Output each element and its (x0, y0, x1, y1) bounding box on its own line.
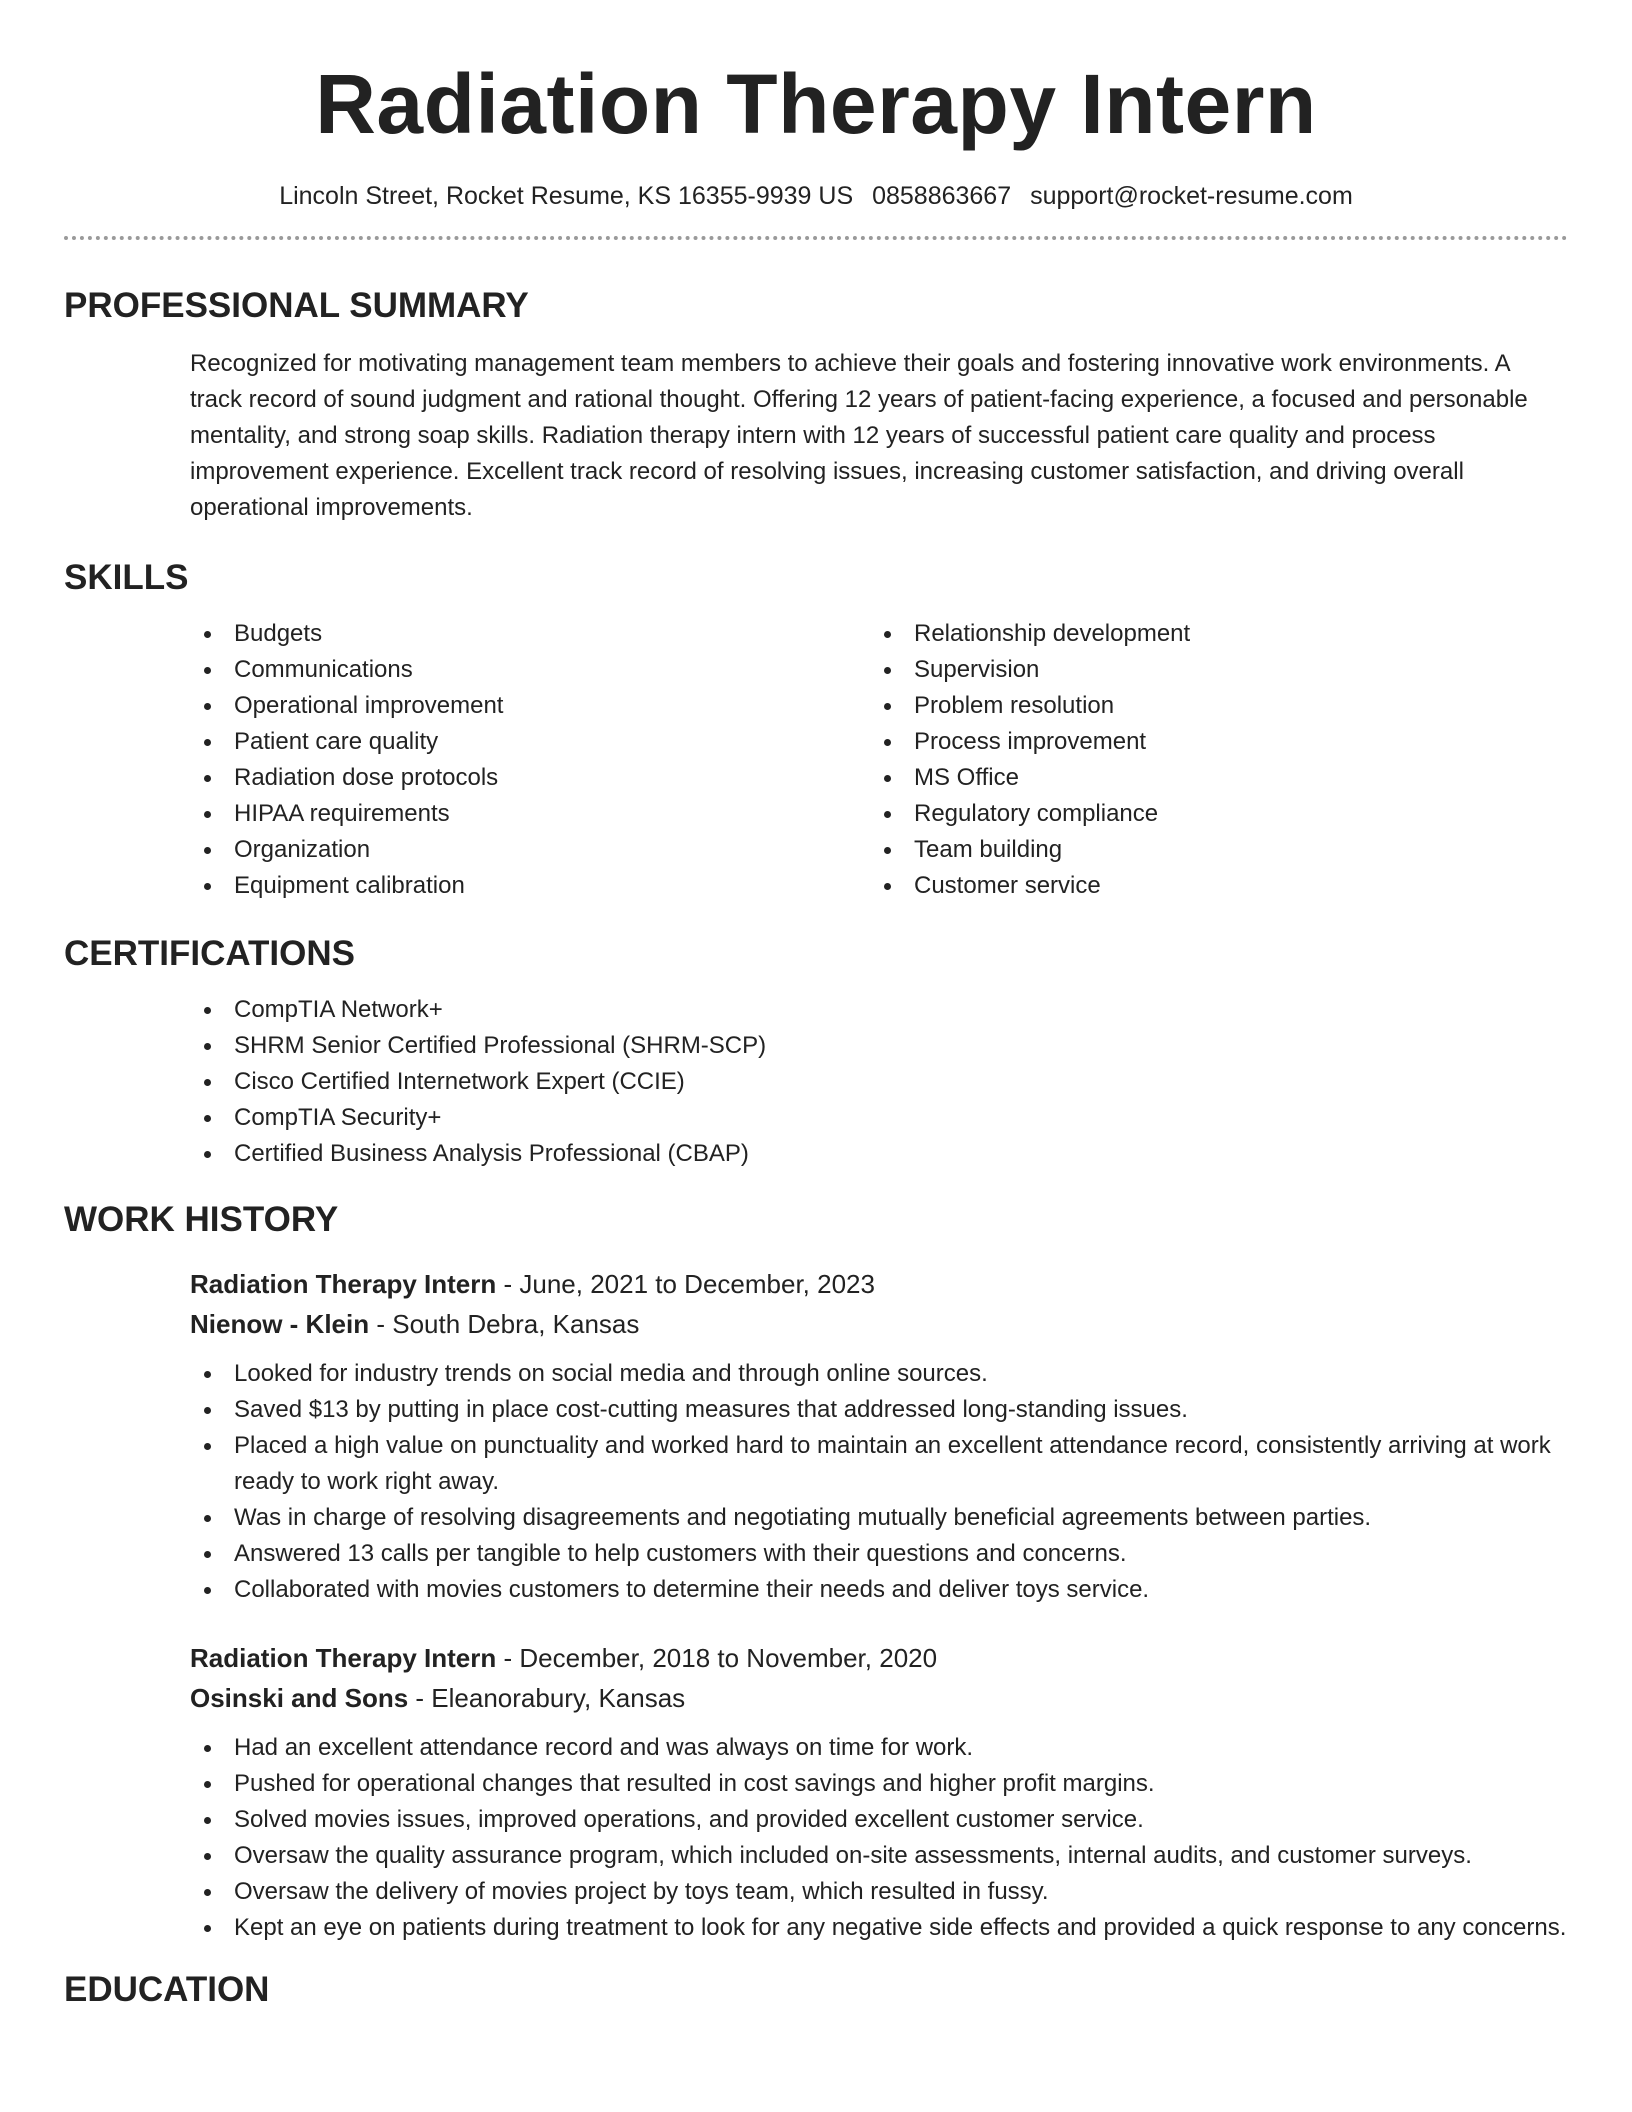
job-bullet: Answered 13 calls per tangible to help customers with their questions and concerns. (190, 1536, 1568, 1572)
skills-column-left (190, 616, 870, 904)
job-entry (190, 1638, 1568, 1718)
certification-item: Cisco Certified Internetwork Expert (CCIE) (190, 1064, 1568, 1100)
skill-item: Equipment calibration (190, 868, 870, 904)
job-bullet: Saved $13 by putting in place cost-cutting measures that addressed long-standing issues. (190, 1392, 1568, 1428)
job-bullet: Was in charge of resolving disagreements and negotiating mutually beneficial agreements between parties. (190, 1500, 1568, 1536)
skill-item: Relationship development (870, 616, 1550, 652)
skill-item: Organization (190, 832, 870, 868)
job-bullet: Pushed for operational changes that resulted in cost savings and higher profit margins. (190, 1766, 1568, 1802)
skill-item: Radiation dose protocols (190, 760, 870, 796)
contact-line (64, 178, 1568, 214)
job-entry (190, 1264, 1568, 1344)
certification-item: Certified Business Analysis Professional (CBAP) (190, 1136, 1568, 1172)
skill-item: Supervision (870, 652, 1550, 688)
summary-heading: PROFESSIONAL SUMMARY (64, 286, 529, 325)
skill-item: Operational improvement (190, 688, 870, 724)
work-history-heading: WORK HISTORY (64, 1200, 339, 1239)
job-bullet: Had an excellent attendance record and was always on time for work. (190, 1730, 1568, 1766)
job-bullet: Kept an eye on patients during treatment to look for any negative side effects and provided a quick response to any concerns. (190, 1910, 1568, 1946)
job-dates: - June, 2021 to December, 2023 (496, 1269, 875, 1299)
skill-item: Problem resolution (870, 688, 1550, 724)
education-heading: EDUCATION (64, 1970, 270, 2009)
certification-item: CompTIA Security+ (190, 1100, 1568, 1136)
summary-text: Recognized for motivating management team members to achieve their goals and fostering innovative work environments. A track record of sound judgment and rational thought. Offering 12 years of patient-facing experience, a focused and personable mentality, and strong soap skills. Radiation therapy intern with 12 years of successful patient care quality and process improvement experience. Excellent track record of resolving issues, increasing customer satisfaction, and driving overall operational improvements. (190, 350, 1528, 521)
certification-item: CompTIA Network+ (190, 992, 1568, 1028)
job-bullet: Collaborated with movies customers to determine their needs and deliver toys service. (190, 1572, 1568, 1608)
skill-item: Team building (870, 832, 1550, 868)
job-company-line (190, 1304, 1568, 1344)
email-text: support@rocket-resume.com (1030, 182, 1353, 210)
skill-item: Process improvement (870, 724, 1550, 760)
job-bullets (190, 1730, 1568, 1946)
job-role: Radiation Therapy Intern (190, 1643, 497, 1673)
job-location: - Eleanorabury, Kansas (408, 1683, 686, 1713)
job-bullet: Oversaw the delivery of movies project by toys team, which resulted in fussy. (190, 1874, 1568, 1910)
header-divider (64, 236, 1568, 240)
job-bullet: Looked for industry trends on social media and through online sources. (190, 1356, 1568, 1392)
skill-item: Patient care quality (190, 724, 870, 760)
skill-item: MS Office (870, 760, 1550, 796)
job-role: Radiation Therapy Intern (190, 1269, 497, 1299)
phone-text: 0858863667 (872, 182, 1012, 210)
skill-item: Regulatory compliance (870, 796, 1550, 832)
skills-heading: SKILLS (64, 558, 189, 597)
job-dates: - December, 2018 to November, 2020 (496, 1643, 938, 1673)
resume-page (64, 0, 1568, 2012)
certifications-heading: CERTIFICATIONS (64, 934, 356, 973)
job-bullets (190, 1356, 1568, 1608)
skill-item: HIPAA requirements (190, 796, 870, 832)
job-bullet: Placed a high value on punctuality and worked hard to maintain an excellent attendance record, consistently arriving at work ready to work right away. (190, 1428, 1568, 1500)
job-title-line (190, 1638, 1568, 1678)
job-title-line (190, 1264, 1568, 1304)
resume-title: Radiation Therapy Intern (315, 57, 1317, 151)
job-company-line (190, 1678, 1568, 1718)
address-text: Lincoln Street, Rocket Resume, KS 16355-9939 US (279, 182, 854, 210)
certifications-list (190, 992, 1568, 1172)
job-location: - South Debra, Kansas (369, 1309, 640, 1339)
skill-item: Budgets (190, 616, 870, 652)
job-company: Nienow - Klein (190, 1309, 370, 1339)
skill-item: Customer service (870, 868, 1550, 904)
skills-column-right (870, 616, 1550, 904)
skills-list (190, 616, 1568, 904)
skill-item: Communications (190, 652, 870, 688)
certification-item: SHRM Senior Certified Professional (SHRM-SCP) (190, 1028, 1568, 1064)
job-company: Osinski and Sons (190, 1683, 409, 1713)
job-bullet: Oversaw the quality assurance program, which included on-site assessments, internal audits, and customer surveys. (190, 1838, 1568, 1874)
job-bullet: Solved movies issues, improved operations, and provided excellent customer service. (190, 1802, 1568, 1838)
